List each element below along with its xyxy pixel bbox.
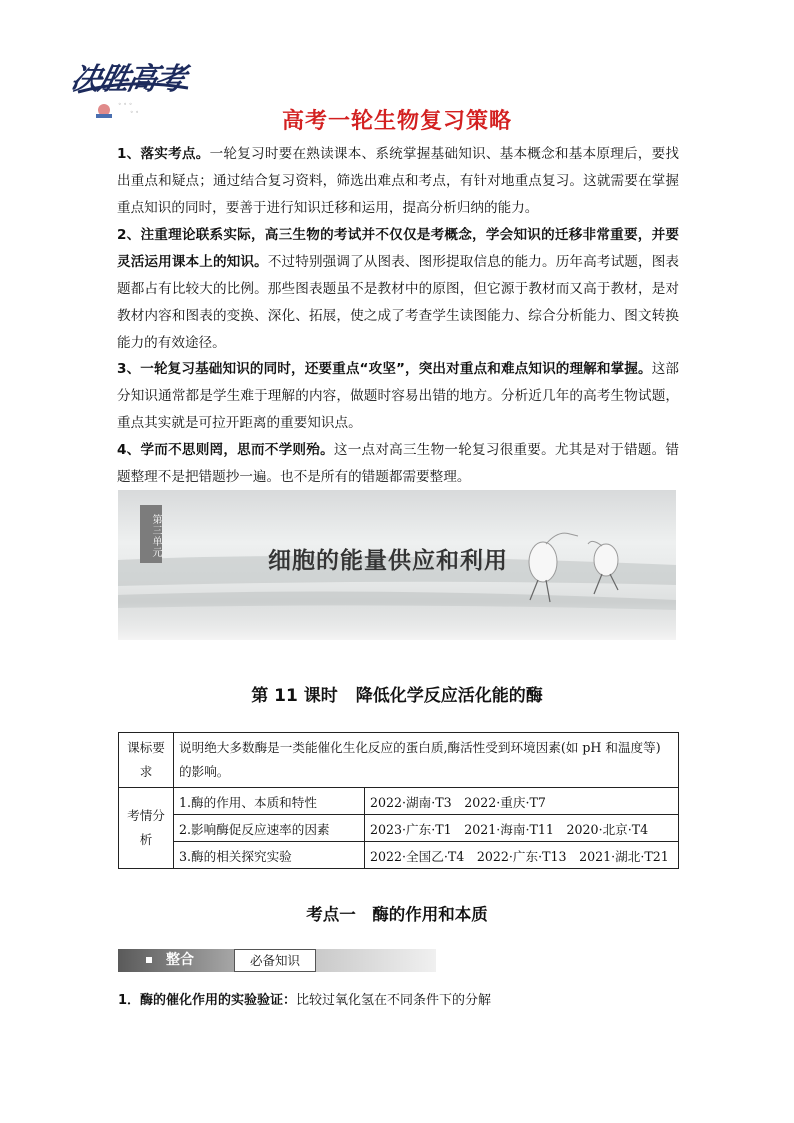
unit-banner (118, 490, 676, 640)
table-row (119, 842, 679, 869)
paragraph-1 (117, 141, 679, 222)
curriculum-row (119, 733, 679, 788)
exam-item: 1.酶的作用、本质和特性 (174, 788, 365, 815)
unit-title: 细胞的能量供应和利用 (268, 548, 508, 574)
integrate-label (118, 949, 230, 972)
exam-item: 2.影响酶促反应速率的因素 (174, 815, 365, 842)
knowledge-point-1-lead: 1．酶的催化作用的实验验证： (118, 993, 297, 1008)
info-table (118, 732, 679, 869)
paragraph-4-body: 这一点对高三生物一轮复习很重要。尤其是对于错题。错题整理不是把错题抄一遍。也不是所有的错题都需要整理。 (117, 442, 680, 485)
lesson-title (0, 681, 794, 706)
page-title: 高考一轮生物复习策略 (281, 109, 512, 134)
paragraph-3 (117, 356, 679, 437)
paragraph-4 (117, 437, 679, 491)
banner-fade (118, 602, 676, 640)
knowledge-point-1 (118, 990, 491, 1012)
section-title: 考点一 酶的作用和本质 (306, 905, 488, 924)
logo-text: 决胜高考 (67, 62, 187, 97)
curriculum-label: 课标要求 (119, 733, 174, 788)
paragraph-1-lead: 1、落实考点。 (117, 146, 210, 162)
svg-text:◦ ◦ ◦: ◦ ◦ ◦ (118, 101, 133, 108)
svg-text:◦ ◦: ◦ ◦ (130, 109, 139, 116)
paragraph-2-lead: 2、注重理论联系实际，高三生物的考试并不仅仅是考概念，学会知识的迁移非常重要，并要灵活运用课本上的知识。 (117, 227, 679, 270)
knowledge-tag-bar (118, 949, 436, 972)
table-row (119, 815, 679, 842)
paragraph-3-lead: 3、一轮复习基础知识的同时，还要重点“攻坚”，突出对重点和难点知识的理解和掌握。 (117, 361, 652, 377)
knowledge-point-1-body: 比较过氧化氢在不同条件下的分解 (296, 993, 492, 1008)
exam-item: 3.酶的相关探究实验 (174, 842, 365, 869)
lesson-number: 第 11 课时 (251, 686, 338, 706)
unit-tag: 第三单元 (140, 505, 162, 563)
paragraph-2-body: 不过特别强调了从图表、图形提取信息的能力。历年高考试题，图表题都占有比较大的比例。那些图表题虽不是教材中的原图，但它源于教材而又高于教材，是对教材内容和图表的变换、深化、拓展，使之成了考查学生读图能力、综合分析能力、图文转换能力的有效途径。 (117, 254, 679, 351)
table-row (119, 788, 679, 815)
integrate-label-text: 整合 (166, 952, 194, 968)
exam-sources: 2022·湖南·T3 2022·重庆·T7 (365, 788, 679, 815)
exam-sources: 2022·全国乙·T4 2022·广东·T13 2021·湖北·T21 (365, 842, 679, 869)
exam-sources: 2023·广东·T1 2021·海南·T11 2020·北京·T4 (365, 815, 679, 842)
paragraph-1-body: 一轮复习时要在熟读课本、系统掌握基础知识、基本概念和基本原理后，要找出重点和疑点；通过结合复习资料，筛选出难点和考点，有针对地重点复习。这就需要在掌握重点知识的同时，要善于进行知识迁移和运用，提高分析归纳的能力。 (117, 146, 679, 216)
curriculum-text: 说明绝大多数酶是一类能催化生化反应的蛋白质,酶活性受到环境因素(如 pH 和温度等)的影响。 (174, 733, 679, 788)
exam-label: 考情分析 (119, 788, 174, 869)
square-icon (146, 957, 152, 963)
paragraph-2 (117, 222, 679, 357)
paragraph-3-body: 这部分知识通常都是学生难于理解的内容，做题时容易出错的地方。分析近几年的高考生物试题，重点其实就是可拉开距离的重要知识点。 (117, 361, 680, 431)
essential-knowledge-label: 必备知识 (234, 949, 316, 972)
paragraph-4-lead: 4、学而不思则罔，思而不学则殆。 (117, 442, 334, 458)
lesson-name: 降低化学反应活化能的酶 (355, 686, 543, 706)
